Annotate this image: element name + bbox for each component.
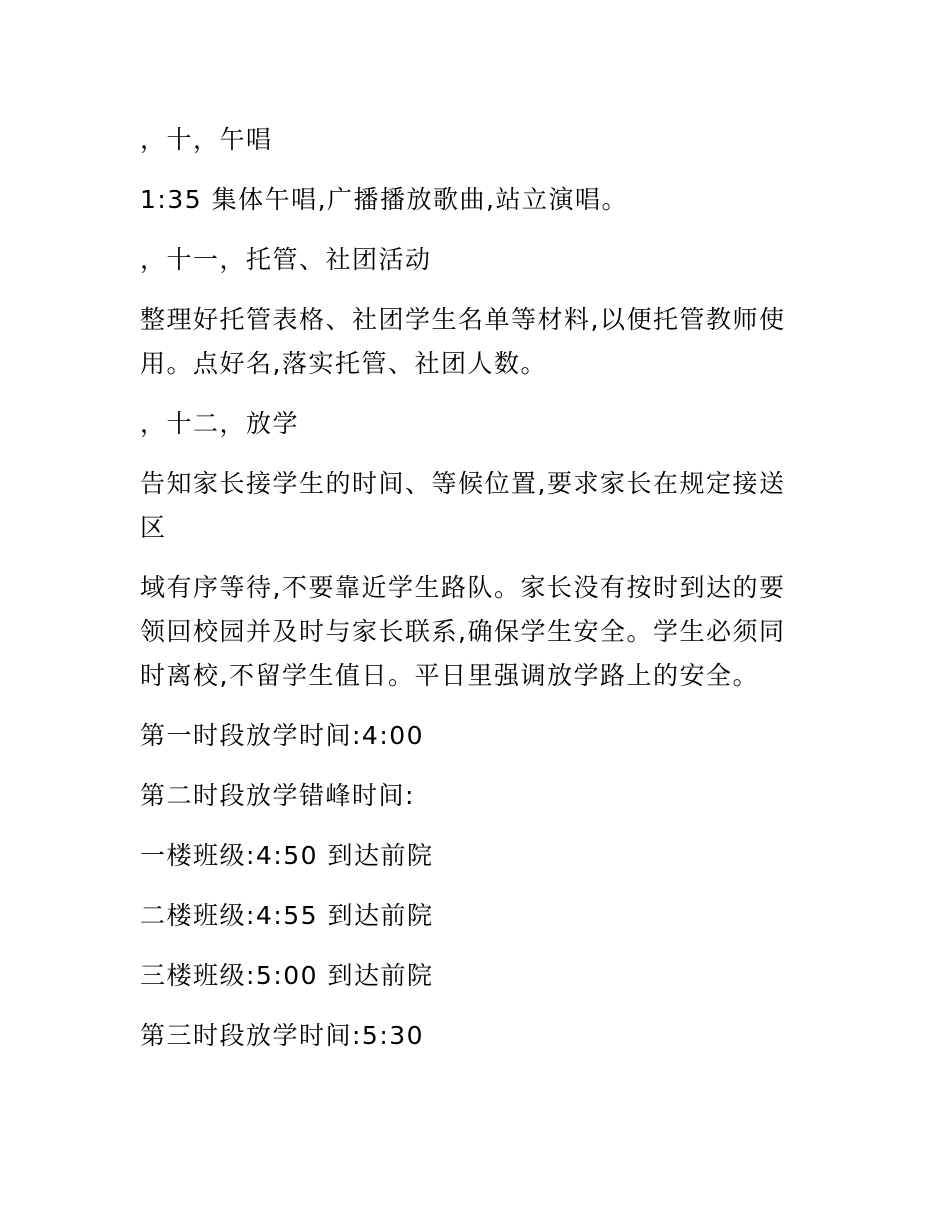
section-heading-dismissal: ，十二，放学	[140, 409, 300, 438]
document-page	[140, 118, 800, 1058]
paragraph-noon-singing: 1:35 集体午唱,广播播放歌曲,站立演唱。	[140, 185, 628, 214]
schedule-third-period: 第三时段放学时间:5:30	[140, 1021, 425, 1050]
paragraph-dismissal-intro: 告知家长接学生的时间、等候位置,要求家长在规定接送区	[140, 469, 786, 542]
paragraph-dismissal-details: 域有序等待,不要靠近学生路队。家长没有按时到达的要领回校园并及时与家长联系,确保学生安全。学生必须同时离校,不留学生值日。平日里强调放学路上的安全。	[140, 573, 786, 690]
paragraph-after-school-care: 整理好托管表格、社团学生名单等材料,以便托管教师使用。点好名,落实托管、社团人数。	[140, 305, 786, 378]
schedule-first-period: 第一时段放学时间:4:00	[140, 721, 425, 750]
schedule-second-period: 第二时段放学错峰时间:	[140, 781, 415, 810]
schedule-first-floor: 一楼班级:4:50 到达前院	[140, 841, 434, 870]
schedule-second-floor: 二楼班级:4:55 到达前院	[140, 901, 434, 930]
schedule-third-floor: 三楼班级:5:00 到达前院	[140, 961, 434, 990]
section-heading-noon-singing: ，十，午唱	[140, 125, 273, 154]
section-heading-after-school-care: ，十一，托管、社团活动	[140, 245, 432, 274]
